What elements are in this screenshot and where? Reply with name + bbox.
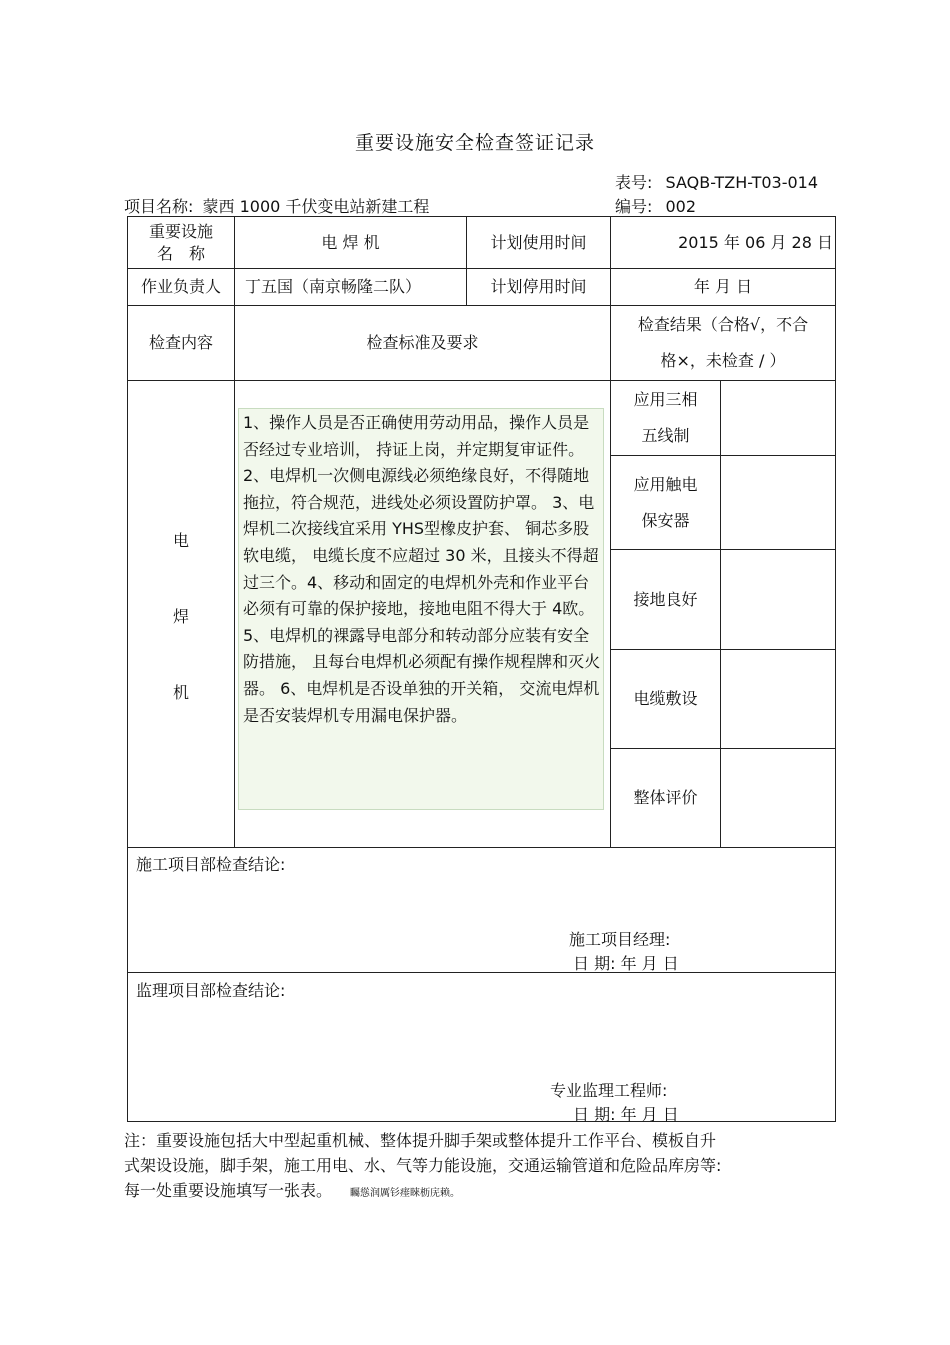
- check-item-label: 应用触电: [633, 474, 698, 494]
- form-number-value: SAQB-TZH-T03-014: [665, 173, 819, 192]
- construction-date: 日 期: 年 月 日: [573, 954, 679, 973]
- note-line-2: 式架设设施，脚手架，施工用电、水、气等力能设施，交通运输管道和危险品库房等:: [124, 1156, 722, 1175]
- plan-use-time-label: 计划使用时间: [490, 232, 587, 252]
- check-item-grounding: 接地良好: [633, 589, 698, 609]
- check-result-label-line2: 格×，未检查 / ）: [660, 351, 786, 370]
- check-content-label: 检查内容: [148, 333, 213, 352]
- check-item-cable-laying: 电缆敷设: [633, 689, 698, 708]
- plan-stop-time-label: 计划停用时间: [490, 277, 587, 296]
- supervision-date: 日 期: 年 月 日: [573, 1105, 679, 1124]
- supervision-conclusion-label: 监理项目部检查结论:: [136, 981, 286, 1000]
- item-char-1: 电: [172, 531, 189, 550]
- construction-conclusion-label: 施工项目部检查结论:: [136, 855, 286, 874]
- serial-number-label: 编号:: [615, 197, 653, 216]
- check-standard-label: 检查标准及要求: [366, 333, 479, 352]
- check-item-label: 保安器: [641, 510, 690, 530]
- supervision-engineer-label: 专业监理工程师:: [550, 1081, 668, 1100]
- work-leader-name: 丁五国（南京畅隆二队）: [245, 277, 422, 296]
- work-leader-label: 作业负责人: [140, 277, 221, 296]
- check-result-label-line1: 检查结果（合格√，不合: [637, 315, 809, 334]
- form-number: [615, 170, 818, 193]
- project-name-label: 项目名称:: [124, 197, 194, 216]
- project-name: [124, 194, 429, 217]
- facility-name-label-line2: 名 称: [156, 243, 205, 263]
- note-garbled-text: 矚慫润厲钐瘗睞枥庑赖。: [350, 1188, 461, 1199]
- note-line-3-text: 每一处重要设施填写一张表。: [124, 1181, 333, 1200]
- serial-number-value: 002: [665, 197, 697, 216]
- note-line-1: 注：重要设施包括大中型起重机械、整体提升脚手架或整体提升工作平台、模板自升: [124, 1131, 717, 1150]
- facility-name-label-line1: 重要设施: [148, 221, 213, 241]
- project-name-value: 蒙西 1000 千伏变电站新建工程: [202, 197, 430, 216]
- plan-use-date: 2015 年 06 月 28 日: [678, 232, 833, 252]
- facility-name-label: [128, 217, 234, 268]
- serial-number: [615, 194, 696, 217]
- check-item-label: 应用三相: [633, 390, 698, 409]
- check-item-overall-evaluation: 整体评价: [633, 788, 698, 807]
- check-item-label: 五线制: [641, 426, 690, 445]
- work-leader-value: [235, 269, 466, 305]
- check-result-label: [611, 306, 835, 380]
- check-item-leakage-protector: [611, 456, 720, 549]
- construction-manager-label: 施工项目经理:: [569, 930, 671, 949]
- note-line-3: [124, 1178, 460, 1201]
- form-number-label: 表号:: [615, 173, 653, 192]
- standard-text: 1、操作人员是否正确使用劳动用品，操作人员是否经过专业培训， 持证上岗，并定期复审证件。 2、电焊机一次侧电源线必须绝缘良好，不得随地拖拉，符合规范，进线处必须设置防护罩。 3、电焊机二次接线宜采用 YHS型橡皮护套、 铜芯多股软电缆， 电缆长度不应超过 30 米，且接头不得超过三个。4、移动和固定的电焊机外壳和作业平台必须有可靠的保护接地，接地电阻不得大于 4欧。5、电焊机的裸露导电部分和转动部分应装有安全防措施， 且每台电焊机必须配有操作规程牌和灭火器。 6、电焊机是否设单独的开关箱， 交流电焊机是否安装焊机专用漏电保护器。: [243, 413, 601, 725]
- check-item-three-phase: [611, 381, 720, 455]
- item-char-2: 焊: [172, 607, 189, 626]
- plan-stop-time-value: 年 月 日: [693, 277, 753, 296]
- plan-use-time-value: [611, 217, 835, 268]
- facility-name-value: 电 焊 机: [321, 232, 380, 252]
- item-char-3: 机: [172, 683, 189, 702]
- page-title: 重要设施安全检查签证记录: [354, 132, 595, 154]
